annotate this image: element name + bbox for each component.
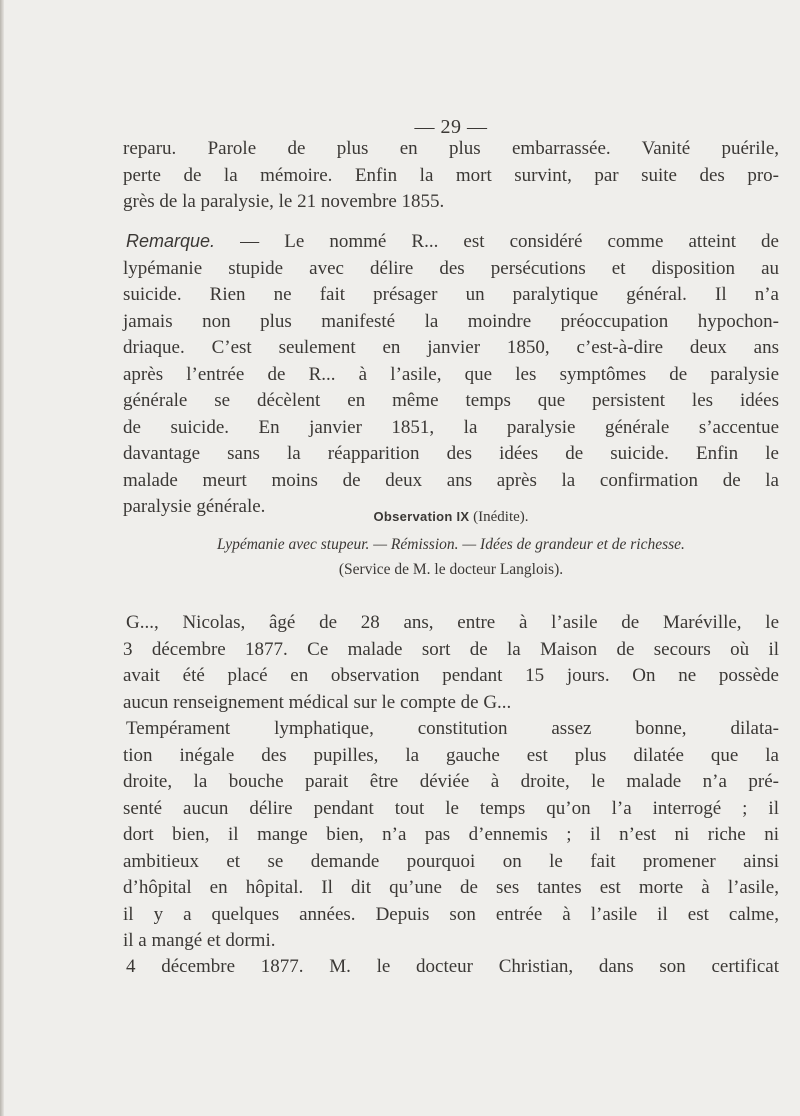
paragraph-december-4 bbox=[123, 954, 779, 981]
text-line: il a mangé et dormi. bbox=[123, 930, 276, 951]
text-line: senté aucun délire pendant tout le temps qu’on l’a interrogé ; il bbox=[123, 797, 779, 819]
page-number: — 29 — bbox=[414, 116, 488, 138]
paragraph-remark bbox=[123, 228, 779, 521]
text-line: jamais non plus manifesté la moindre préoccupation hypochon- bbox=[123, 310, 779, 332]
text-line: reparu. Parole de plus en plus embarrassée. Vanité puérile, bbox=[123, 138, 779, 159]
text-line: générale se décèlent en même temps que persistent les idées bbox=[123, 390, 779, 411]
text-line: suicide. Rien ne fait présager un paralytique général. Il n’a bbox=[123, 284, 779, 305]
text-line: tion inégale des pupilles, la gauche est plus dilatée que la bbox=[123, 744, 779, 766]
paragraph-temperament bbox=[123, 716, 779, 955]
text-line: ambitieux et se demande pourquoi on le fait promener ainsi bbox=[123, 850, 779, 872]
text-line: 4 décembre 1877. M. le docteur Christian, dans son certificat bbox=[126, 956, 779, 977]
paragraph-case-end bbox=[123, 136, 779, 216]
text-line: lypémanie stupide avec délire des persécutions et disposition au bbox=[123, 257, 779, 279]
text-line: droite, la bouche parait être déviée à droite, le malade n’a pré- bbox=[123, 771, 779, 792]
page-edge-shadow bbox=[0, 0, 4, 1116]
text-line: grès de la paralysie, le 21 novembre 1855. bbox=[123, 191, 445, 212]
text-line: avait été placé en observation pendant 15 jours. On ne possède bbox=[123, 665, 779, 686]
text-line: G..., Nicolas, âgé de 28 ans, entre à l’asile de Maréville, le bbox=[126, 612, 779, 633]
text-line: 3 décembre 1877. Ce malade sort de la Maison de secours où il bbox=[123, 638, 779, 660]
observation-heading bbox=[123, 509, 779, 526]
text-line: dort bien, il mange bien, n’a pas d’ennemis ; il n’est ni riche ni bbox=[123, 824, 779, 845]
text-line: de suicide. En janvier 1851, la paralysie générale s’accentue bbox=[123, 416, 779, 438]
text-line: perte de la mémoire. Enfin la mort survint, par suite des pro- bbox=[123, 164, 779, 186]
observation-title: Lypémanie avec stupeur. — Rémission. — Idées de grandeur et de richesse. bbox=[217, 536, 685, 553]
paragraph-admission bbox=[123, 610, 779, 716]
remark-first-line: — Le nommé R... est considéré comme atteint de bbox=[215, 231, 779, 252]
remark-label: Remarque. bbox=[126, 231, 216, 251]
text-line bbox=[123, 228, 779, 256]
text-line: d’hôpital en hôpital. Il dit qu’une de ses tantes est morte à l’asile, bbox=[123, 877, 779, 898]
observation-note: (Inédite). bbox=[469, 509, 529, 525]
observation-number: Observation IX bbox=[373, 509, 470, 524]
text-line: aucun renseignement médical sur le compte de G... bbox=[123, 691, 512, 713]
text-line: Tempérament lymphatique, constitution assez bonne, dilata- bbox=[126, 718, 779, 739]
text-line: il y a quelques années. Depuis son entrée à l’asile il est calme, bbox=[123, 903, 779, 925]
text-line: driaque. C’est seulement en janvier 1850, c’est-à-dire deux ans bbox=[123, 337, 779, 358]
text-line: après l’entrée de R... à l’asile, que les symptômes de paralysie bbox=[123, 363, 779, 385]
text-line: paralysie générale. bbox=[123, 496, 266, 517]
observation-service: (Service de M. le docteur Langlois). bbox=[338, 561, 564, 578]
text-line: malade meurt moins de deux ans après la confirmation de la bbox=[123, 469, 779, 491]
text-line: davantage sans la réapparition des idées de suicide. Enfin le bbox=[123, 443, 779, 464]
